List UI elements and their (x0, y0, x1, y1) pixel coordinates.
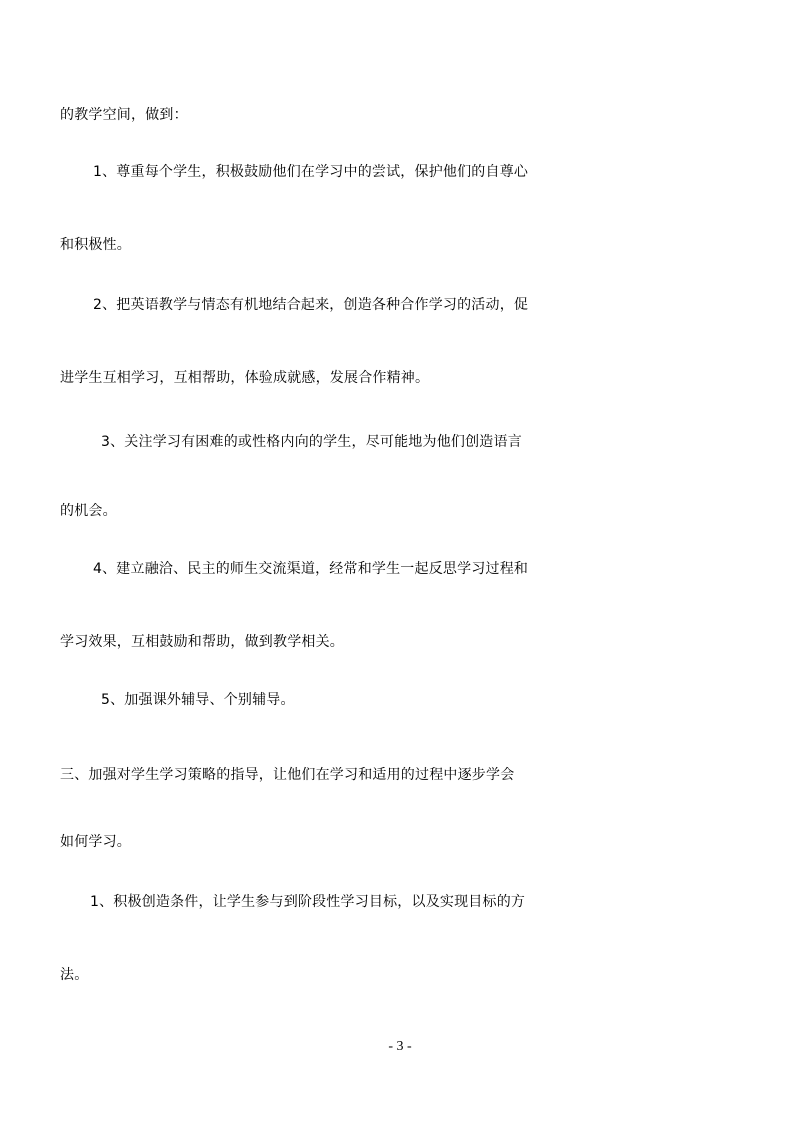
text-line-9: 学习效果，互相鼓励和帮助，做到教学相关。 (60, 634, 344, 650)
text-line-12: 如何学习。 (60, 834, 131, 850)
text-line-1: 的教学空间，做到： (60, 107, 188, 123)
text-line-7: 的机会。 (60, 503, 117, 519)
text-line-2: 1、尊重每个学生，积极鼓励他们在学习中的尝试，保护他们的自尊心 (93, 164, 529, 180)
page-number: - 3 - (388, 1039, 412, 1054)
text-line-4: 2、把英语教学与情态有机地结合起来，创造各种合作学习的活动，促 (93, 297, 529, 313)
text-line-10: 5、加强课外辅导、个别辅导。 (101, 692, 295, 708)
text-line-5: 进学生互相学习，互相帮助，体验成就感，发展合作精神。 (60, 370, 430, 386)
text-line-6: 3、关注学习有困难的或性格内向的学生，尽可能地为他们创造语言 (101, 434, 522, 450)
text-line-13: 1、积极创造条件，让学生参与到阶段性学习目标，以及实现目标的方 (90, 894, 526, 910)
text-line-8: 4、建立融洽、民主的师生交流渠道，经常和学生一起反思学习过程和 (93, 561, 529, 577)
text-line-14: 法。 (60, 967, 89, 983)
text-line-3: 和积极性。 (60, 237, 131, 253)
text-line-11: 三、加强对学生学习策略的指导，让他们在学习和适用的过程中逐步学会 (60, 767, 515, 783)
